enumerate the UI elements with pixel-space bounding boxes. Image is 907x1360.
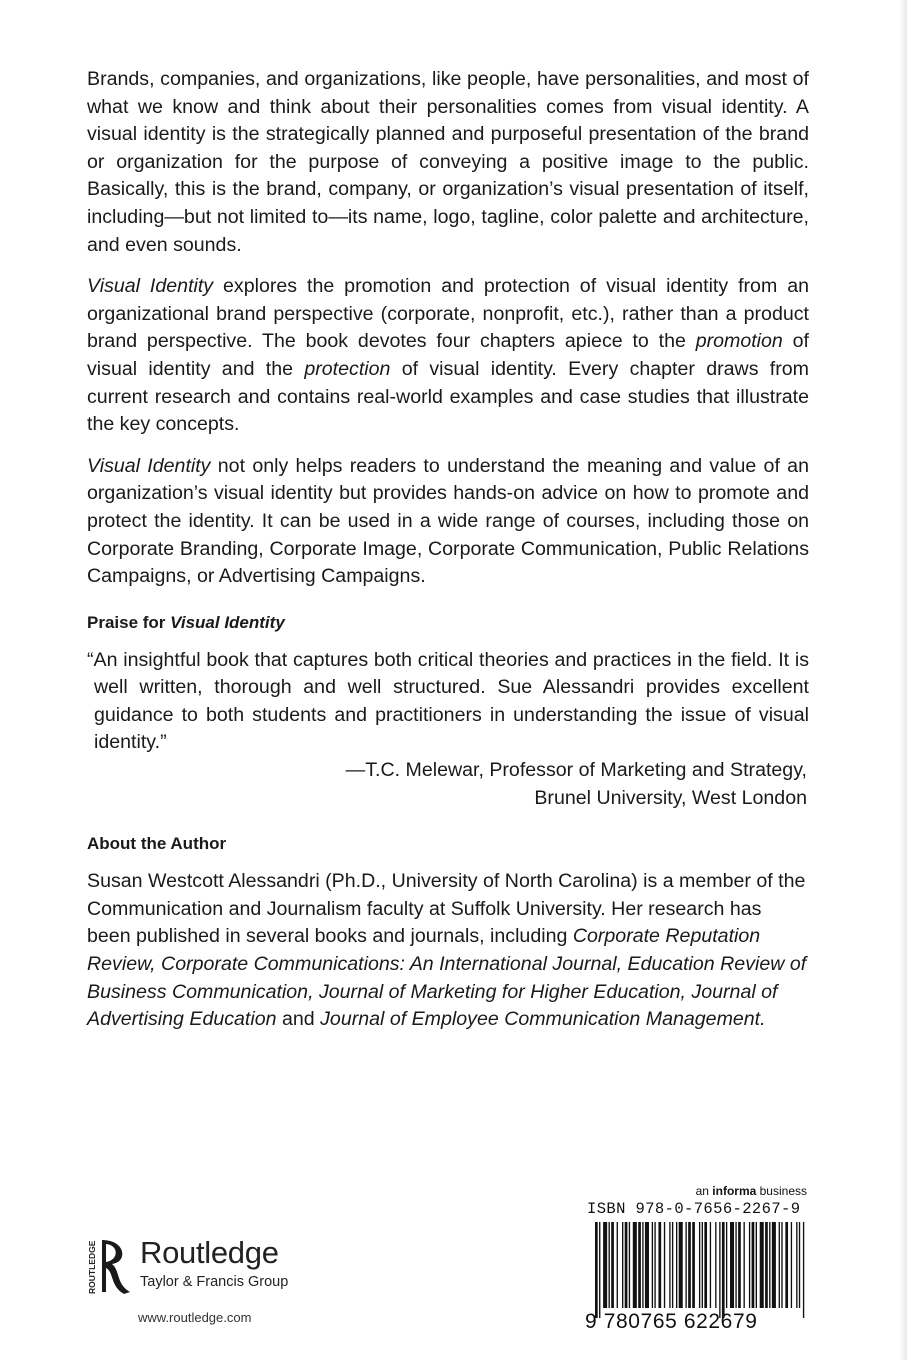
barcode-bar	[760, 1222, 764, 1308]
barcode-bar	[738, 1222, 741, 1308]
barcode-bar	[633, 1222, 637, 1308]
barcode-bar	[629, 1222, 630, 1308]
publisher-name: Routledge	[140, 1235, 279, 1270]
barcode-bar	[772, 1222, 776, 1308]
svg-text:ROUTLEDGE: ROUTLEDGE	[87, 1240, 97, 1294]
barcode-bar	[704, 1222, 707, 1308]
barcode-bar	[744, 1222, 745, 1308]
barcode-bar	[638, 1222, 641, 1308]
barcode-bar	[726, 1222, 727, 1308]
barcode-bar	[749, 1222, 750, 1308]
barcode-digits: 9 780765 622679	[585, 1310, 758, 1333]
informa-business-label: an informa business	[695, 1184, 807, 1198]
barcode-bar	[710, 1222, 711, 1308]
page-edge-shadow	[899, 0, 907, 1360]
barcode-bar	[791, 1222, 792, 1308]
barcode-bar	[769, 1222, 770, 1308]
publisher-group: Taylor & Francis Group	[140, 1274, 289, 1290]
barcode-bar	[625, 1222, 628, 1308]
isbn-barcode-block	[585, 1180, 815, 1350]
author-bio: Susan Westcott Alessandri (Ph.D., University of North Carolina) is a member of the Communication and Journalism faculty at Suffolk University. Her research has been published in several books and journals, including Corporate Reputation Review, Corporate Communications: An International Journal, Education Review of Business Communication, Journal of Marketing for Higher Education, Journal of Advertising Education and Journal of Employee Communication Management.	[87, 870, 807, 1031]
barcode-bar	[799, 1222, 800, 1308]
book-title-italic: Visual Identity	[87, 275, 214, 298]
routledge-logo	[86, 1228, 326, 1328]
barcode-bar	[702, 1222, 703, 1308]
barcode-bars	[591, 1222, 809, 1318]
barcode-bar	[722, 1222, 725, 1318]
description-paragraph-3: Visual Identity not only helps readers to understand the meaning and value of an organization’s visual identity but provides hands-on advice on how to promote and protect the identity. It can be used in a wide range of courses, including those on Corporate Branding, Corporate Image, Corporate Communication, Public Relations Campaigns, or Advertising Campaigns.	[87, 454, 809, 588]
barcode-bar	[730, 1222, 734, 1308]
barcode-bar	[672, 1222, 673, 1308]
barcode-bar	[781, 1222, 782, 1308]
back-cover-text	[87, 66, 809, 1048]
barcode-bar	[676, 1222, 677, 1308]
routledge-r-icon	[86, 1236, 132, 1296]
barcode-bar	[688, 1222, 691, 1308]
barcode-bar	[669, 1222, 670, 1308]
barcode-bar	[609, 1222, 610, 1308]
barcode-bar	[752, 1222, 755, 1308]
barcode-bar	[803, 1222, 804, 1318]
barcode-bar	[679, 1222, 683, 1308]
barcode-bar	[642, 1222, 643, 1308]
about-author-heading: About the Author	[87, 834, 227, 854]
barcode-bar	[796, 1222, 797, 1308]
description-paragraph-2: Visual Identity explores the promotion and protection of visual identity from an organizational brand perspective (corporate, nonprofit, etc.), rather than a product brand perspective. The book devotes four chapters apiece to the promotion of visual identity and the protection of visual identity. Every chapter draws from current research and contains real-world examples and case studies that illustrate the key concepts.	[87, 275, 809, 436]
barcode-bar	[735, 1222, 736, 1308]
barcode-bar	[785, 1222, 788, 1308]
barcode-bar	[599, 1222, 600, 1318]
barcode-bar	[756, 1222, 757, 1308]
publisher-url: www.routledge.com	[138, 1310, 252, 1325]
barcode-bar	[779, 1222, 780, 1308]
barcode-bar	[719, 1222, 720, 1318]
barcode-bar	[622, 1222, 623, 1308]
barcode-bar	[645, 1222, 649, 1308]
praise-quote: “An insightful book that captures both critical theories and practices in the field. It is well written, thorough and well structured. Sue Alessandri provides excellent guidance to both students and practitioners in understanding the issue of visual identity.”	[87, 648, 809, 754]
praise-attribution: —T.C. Melewar, Professor of Marketing and Strategy, Brunel University, West London	[345, 759, 807, 809]
barcode-bar	[617, 1222, 618, 1308]
barcode-bar	[685, 1222, 686, 1308]
barcode-bar	[595, 1222, 598, 1318]
barcode-bar	[664, 1222, 665, 1308]
book-title-italic: Visual Identity	[87, 454, 211, 477]
barcode-bar	[692, 1222, 695, 1308]
barcode-bar	[699, 1222, 700, 1308]
praise-heading: Praise for Visual Identity	[87, 612, 285, 632]
barcode-bar	[654, 1222, 655, 1308]
barcode-bar	[611, 1222, 614, 1308]
barcode-bar	[765, 1222, 768, 1308]
barcode-bar	[715, 1222, 716, 1308]
barcode-bar	[652, 1222, 653, 1308]
barcode-bar	[658, 1222, 661, 1308]
description-paragraph-1: Brands, companies, and organizations, like people, have personalities, and most of what we know and think about their personalities comes from visual identity. A visual identity is the strategically planned and purposeful presentation of the brand or organization for the purpose of conveying a positive image to the public. Basically, this is the brand, company, or organization’s visual presentation of itself, including—but not limited to—its name, logo, tagline, color palette and architecture, and even sounds.	[87, 68, 809, 256]
isbn-label: ISBN 978-0-7656-2267-9	[587, 1200, 801, 1218]
barcode-bar	[603, 1222, 607, 1308]
